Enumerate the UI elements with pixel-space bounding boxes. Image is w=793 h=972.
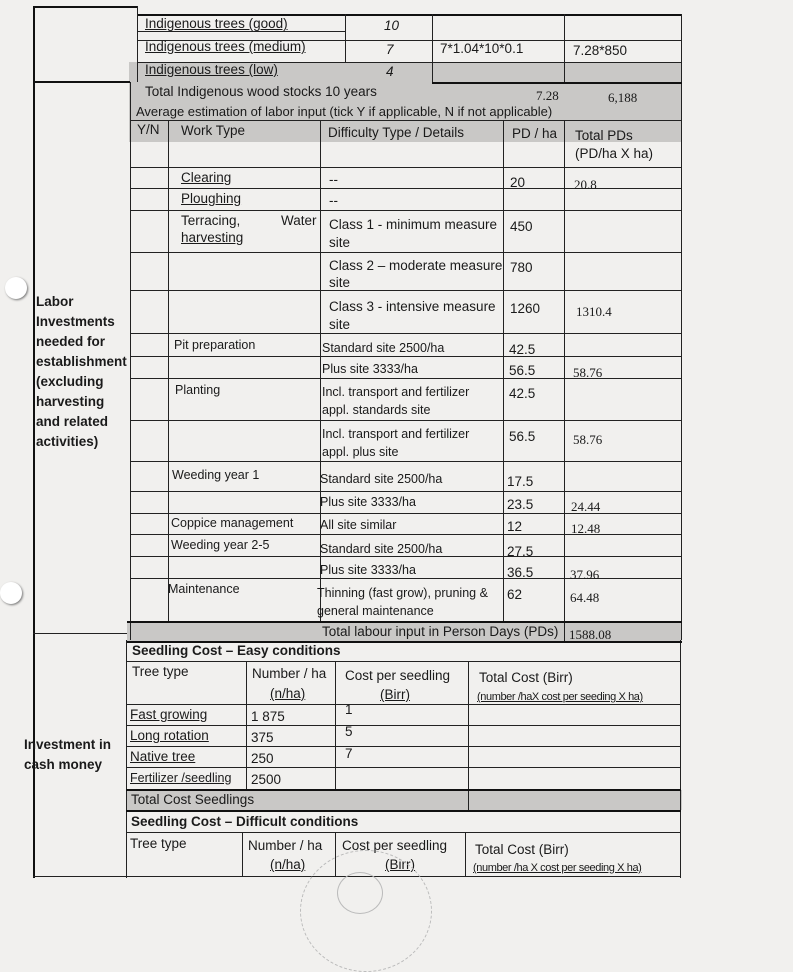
labor-total-value: 1588.08: [569, 627, 612, 642]
total-pds: 24.44: [571, 499, 601, 514]
total-pds: 12.48: [571, 521, 601, 536]
pd-ha: 17.5: [507, 474, 534, 489]
detail: site: [329, 317, 351, 332]
number-per-ha: 1 875: [251, 709, 285, 724]
labor-total-label: Total labour input in Person Days (PDs): [322, 624, 559, 639]
total-pds: 37.96: [570, 567, 600, 582]
difficult-header-number: Number / ha: [248, 838, 323, 853]
labor-row-line: [130, 461, 681, 462]
detail: Plus site 3333/ha: [320, 563, 416, 577]
header-pd-ha: PD / ha: [512, 126, 558, 141]
pd-ha: 42.5: [509, 342, 536, 357]
easy-header-tree: Tree type: [132, 664, 189, 679]
difficult-header-cost: Cost per seedling: [342, 838, 448, 853]
number-per-ha: 250: [251, 751, 274, 766]
total-pds: 20.8: [574, 177, 597, 192]
wood-row-calc: 7*1.04*10*0.1: [440, 41, 524, 56]
header-yn: Y/N: [137, 122, 160, 137]
labor-header-top: [130, 120, 681, 121]
detail: Plus site 3333/ha: [320, 495, 416, 509]
labor-col-pd: [564, 120, 565, 641]
detail: Standard site 2500/ha: [320, 542, 443, 556]
pd-ha: 62: [507, 587, 523, 602]
difficult-header-total: Total Cost (Birr): [475, 842, 569, 857]
easy-total-bottom: [126, 810, 681, 812]
pd-ha: 1260: [510, 301, 541, 316]
wood-row-result: 7.28*850: [573, 43, 628, 58]
easy-header-cost: Cost per seedling: [345, 668, 451, 683]
pd-ha: 36.5: [507, 565, 534, 580]
total-pds: 58.76: [573, 432, 603, 447]
total-pds: 58.76: [573, 365, 603, 380]
difficult-header-total-formula: (number /ha X cost per seeding X ha): [473, 862, 642, 874]
work-type: Ploughing: [181, 191, 242, 206]
difficult-col-3: [465, 832, 466, 876]
wood-total-label: Total Indigenous wood stocks 10 years: [145, 84, 377, 99]
number-per-ha: 375: [251, 730, 274, 745]
total-pds: 64.48: [570, 590, 600, 605]
difficult-header-tree: Tree type: [130, 836, 187, 851]
easy-title: Seedling Cost – Easy conditions: [132, 643, 341, 658]
labor-row-line: [130, 167, 681, 168]
labor-col-detail: [503, 120, 504, 622]
detail: Standard site 2500/ha: [320, 472, 443, 486]
work-type: Weeding year 1: [172, 468, 260, 482]
label-col-border-1: [137, 6, 138, 82]
wood-row-label: Indigenous trees (good): [145, 16, 288, 31]
work-type: Weeding year 2-5: [171, 538, 270, 552]
header-difficulty: Difficulty Type / Details: [328, 125, 465, 140]
detail: --: [329, 172, 338, 187]
pd-ha: 20: [510, 175, 526, 190]
difficult-col-1: [242, 832, 243, 876]
detail: Plus site 3333/ha: [322, 362, 418, 376]
wood-row-value: 7: [386, 42, 394, 57]
wood-row-line: [432, 82, 682, 84]
work-type: Clearing: [181, 170, 232, 185]
difficult-header-number-unit: (n/ha): [270, 857, 306, 872]
wood-col-2: [432, 14, 433, 82]
wood-row-value: 4: [386, 64, 394, 79]
detail: appl. standards site: [322, 403, 431, 417]
labor-row-line: [130, 188, 681, 189]
tree-type: Long rotation: [130, 728, 209, 743]
punch-hole: [0, 582, 22, 604]
pd-ha: 23.5: [507, 497, 534, 512]
easy-header-total: Total Cost (Birr): [479, 670, 573, 685]
easy-header-number: Number / ha: [252, 666, 327, 681]
work-type: Water: [281, 213, 317, 228]
cost-per-seedling: 7: [345, 746, 353, 761]
right-border-2: [680, 640, 681, 878]
detail: site: [329, 235, 351, 250]
detail: All site similar: [320, 518, 397, 532]
detail: site: [329, 275, 351, 290]
section-divider-1: [33, 81, 130, 83]
cash-section-label-2: cash money: [24, 757, 103, 772]
wood-row-label: Indigenous trees (medium): [145, 39, 306, 54]
detail: Class 1 - minimum measure: [329, 217, 498, 232]
labor-row-line: [130, 290, 681, 291]
wood-total-calc: 7.28: [536, 88, 559, 103]
labor-total-top: [127, 621, 682, 623]
difficult-title: Seedling Cost – Difficult conditions: [131, 814, 359, 829]
easy-row-line: [126, 704, 681, 705]
cash-section-label-1: Investment in: [24, 737, 112, 752]
labor-intro: Average estimation of labor input (tick Y if applicable, N if not applicable): [136, 104, 553, 119]
wood-row-label: Indigenous trees (low): [145, 62, 278, 77]
labor-row-line: [130, 491, 681, 492]
number-per-ha: 2500: [251, 772, 282, 787]
work-type: harvesting: [181, 230, 244, 245]
easy-total-top: [126, 789, 681, 791]
right-border-1: [681, 14, 682, 640]
labor-row-line: [130, 356, 681, 357]
pd-ha: 12: [507, 519, 523, 534]
header-total-pds: Total PDs: [575, 128, 633, 143]
detail: appl. plus site: [322, 445, 399, 459]
wood-total-result: 6,188: [608, 90, 638, 105]
easy-header-total-formula: (number /haX cost per seeding X ha): [477, 691, 643, 703]
work-type: Pit preparation: [174, 338, 256, 352]
easy-row-line: [126, 746, 681, 747]
wood-col-3: [564, 14, 565, 82]
pd-ha: 780: [510, 260, 533, 275]
detail: Standard site 2500/ha: [322, 341, 445, 355]
labor-row-line: [130, 210, 681, 211]
seedling-total-label: Total Cost Seedlings: [131, 792, 255, 807]
easy-col-3: [468, 661, 469, 810]
detail: Incl. transport and fertilizer: [322, 427, 470, 441]
difficult-header-top: [126, 832, 681, 833]
detail: Class 3 - intensive measure: [329, 299, 496, 314]
work-type: Terracing,: [181, 213, 241, 228]
labor-row-line: [130, 252, 681, 253]
easy-header-top: [126, 661, 681, 662]
pd-ha: 42.5: [509, 386, 536, 401]
detail: Incl. transport and fertilizer: [322, 385, 470, 399]
tree-type: Fertilizer /seedling: [130, 771, 232, 785]
outer-top-border: [33, 6, 137, 8]
labor-col-yn: [168, 120, 169, 622]
detail: Class 2 – moderate measure: [329, 258, 503, 273]
easy-header-cost-unit: (Birr): [380, 687, 410, 702]
labor-row-line: [130, 333, 681, 334]
punch-hole: [5, 277, 27, 299]
easy-row-line: [126, 767, 681, 768]
wood-col-1: [345, 14, 346, 62]
pd-ha: 56.5: [509, 429, 536, 444]
tree-type: Fast growing: [130, 707, 208, 722]
pd-ha: 450: [510, 219, 533, 234]
work-type: Coppice management: [171, 516, 294, 530]
detail: Thinning (fast grow), pruning &: [317, 586, 488, 600]
easy-row-line: [126, 725, 681, 726]
header-work-type: Work Type: [181, 123, 246, 138]
detail: --: [329, 193, 338, 208]
labor-section-label: Labor Investments needed for establishment (excluding harvesting and related activities): [36, 294, 127, 449]
total-pds: 1310.4: [576, 304, 612, 319]
cost-per-seedling: 1: [345, 702, 353, 717]
pd-ha: 56.5: [509, 363, 536, 378]
easy-header-number-unit: (n/ha): [270, 686, 306, 701]
tree-type: Native tree: [130, 749, 196, 764]
work-type: Maintenance: [168, 582, 240, 596]
stamp-seal-inner: [337, 872, 383, 914]
wood-row-value: 10: [384, 18, 400, 33]
section-divider-2: [33, 633, 127, 634]
header-total-pds-formula: (PD/ha X ha): [575, 146, 654, 161]
label-col-border-3: [126, 640, 127, 878]
labor-row-line: [130, 420, 681, 421]
pd-ha: 27.5: [507, 544, 534, 559]
difficult-header-cost-unit: (Birr): [385, 857, 415, 872]
detail: general maintenance: [317, 604, 434, 618]
work-type: Planting: [175, 383, 221, 397]
cost-per-seedling: 5: [345, 724, 353, 739]
